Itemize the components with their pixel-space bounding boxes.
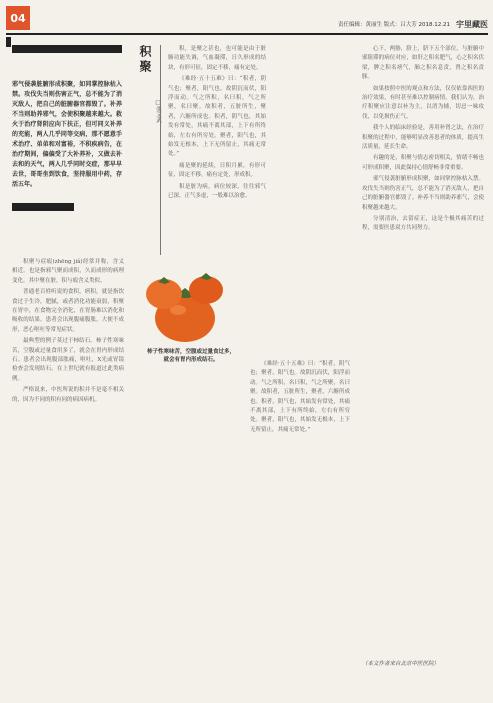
paragraph: 普通老百姓听说的食积，痞积，就是指饮食过于生冷，肥腻，或者消化功能衰弱，积聚在胃中，在食物完全消化，在胃肠难以消化和吸收的结果。患者会出现腹痛腹胀，大便不成形，恶心呕吐等常见症状。 xyxy=(12,289,124,333)
article-title: 积聚 xyxy=(138,45,152,75)
paragraph: 有趣的是，积聚与情志密切相关，情绪不畅也可形成积聚，因此保持心情舒畅非常重要。 xyxy=(362,155,484,171)
page-header xyxy=(38,16,488,32)
paragraph: 严格说来，中医所说的积并不是毫不相关的，因为不同的积有同的病因病机。 xyxy=(12,387,124,403)
paragraph: 积聚与症瘕(zhēng jiǎ)经常并称，含义相近。也是指邪气聚而成积，久而成形的病理变化。其中聚在脏，积与瘕含义类似。 xyxy=(12,259,124,284)
author-note: （本文作者来自北京中医医院） xyxy=(362,661,440,667)
image-caption: 柿子性寒味苦，空腹或过量食过多，就会有胃内形成结石。 xyxy=(146,349,235,363)
paragraph: 我个人的临床经验是，善用补肾之法，在治疗积聚的过程中，能够明显改善患者的体质，提高生活质量，延长生命。 xyxy=(362,125,484,151)
paragraph: 邪气侵袭脏腑形成积聚，如同掌控脉枯入禁。攻伐失当则伤害正气，总不能为了消灭敌人，把自己的脏腑器官都毁了。补养不当则助养邪气，会使积聚越来越大。 xyxy=(362,176,484,211)
summary-top-bar xyxy=(12,45,122,53)
paragraph: 分别清治，去留症正，这是个极其痛苦的过程，需要医患双方共同努力。 xyxy=(362,215,484,232)
header-meta: 责任编辑：黄丽生 版式：吕大芳 2018.12.21 xyxy=(338,22,450,28)
paragraph: 如果按照中医的观点和方法，仅仅依靠西医的治疗效果，有时甚至难以控制病情。我们认为，治疗积聚应注意以补为主，以消为辅，切忌一味攻伐，以免损伤正气。 xyxy=(362,85,484,120)
corner-mark xyxy=(6,37,11,47)
persimmon-image xyxy=(140,260,230,355)
paragraph: 《难经·五十五难》曰：“积者，阴气也；聚者，阳气也。故阴沉而伏，阳浮而动。气之所积，名曰积，气之所聚，名曰聚。故积者，五脏所生，聚者，六腑所成也。积者，阴气也，其始发有常处，其痛不离其部，上下有所终始，左右有所穷处。聚者，阳气也，其始发无根本，上下无所留止，其痛无常处。” xyxy=(250,361,350,433)
page-number: 04 xyxy=(6,6,30,30)
article-column-3 xyxy=(362,45,484,655)
article-column-2b xyxy=(250,360,350,695)
article-author: □张文武 xyxy=(155,100,161,123)
article-summary: 邪气侵袭脏腑形成积聚，如同掌控脉枯入禁。攻伐失当则伤害正气，总不能为了消灭敌人，把自己的脏腑器官都毁了。补养不当则助养邪气，会使积聚越来越大。救火于治疗肾阴应向下扶正，但可同义补养的充能，两人几乎同等交病，那不愿意手术治疗、弟弟和对富裕，不积疾病告，在治疗期间，偏偏受了大补养补，又做去补去和的天气，两人几乎同时交症，那早早去世，哥哥坐到饮食，坚持服用中药，存活五年。 xyxy=(12,81,122,188)
header-rule xyxy=(6,33,488,35)
column-name: 宇里藏医 xyxy=(456,19,488,29)
paragraph: 积是脏为病，病位较深，往往邪气已深，正气多虚，一般难以治愈。 xyxy=(168,183,266,200)
paragraph: 积，是聚之甚也，也可能是由于脏腑功能失调，气血凝滞，日久形成的结块，有形可征，固定不移，痛有定处。 xyxy=(168,46,266,71)
paragraph: 《难经·五十五难》曰：“积者，阴气也；聚者，阳气也。故阴沉而伏，阳浮而动。气之所积，名曰积，气之所聚，名曰聚。故积者，五脏所生，聚者，六腑所成也。积者，阴气也，其始发有常处，其痛不离其部，上下有所终始，左右有所穷处。聚者，阳气也，其始发无根本，上下无所留止，其痛无常处。” xyxy=(168,76,266,158)
summary-bottom-bar xyxy=(12,203,74,211)
title-rule xyxy=(160,45,161,255)
paragraph: 心下，两胁，脐上，脐下五个部位，与脏腑中邪阻滞的病位对应，如肝之积名肥气，心之积名伏梁，脾之积名痞气，肺之积名息贲，肾之积名贲豚。 xyxy=(362,46,484,81)
paragraph: 痛是聚的延续，日积月累，有形可征，固定不移，痛有定处，形成积。 xyxy=(168,162,266,179)
article-column-2 xyxy=(168,45,266,270)
article-column-1 xyxy=(12,258,124,698)
paragraph: 最典型的例子莫过于柿结石。柿子性寒味苦，空腹或过量食用多了，就会在胃内形成结石。患者会出现腹部胀痛，呕吐，X光或胃镜检查会发现结石。在上世纪就有报道过此类病例。 xyxy=(12,338,124,382)
